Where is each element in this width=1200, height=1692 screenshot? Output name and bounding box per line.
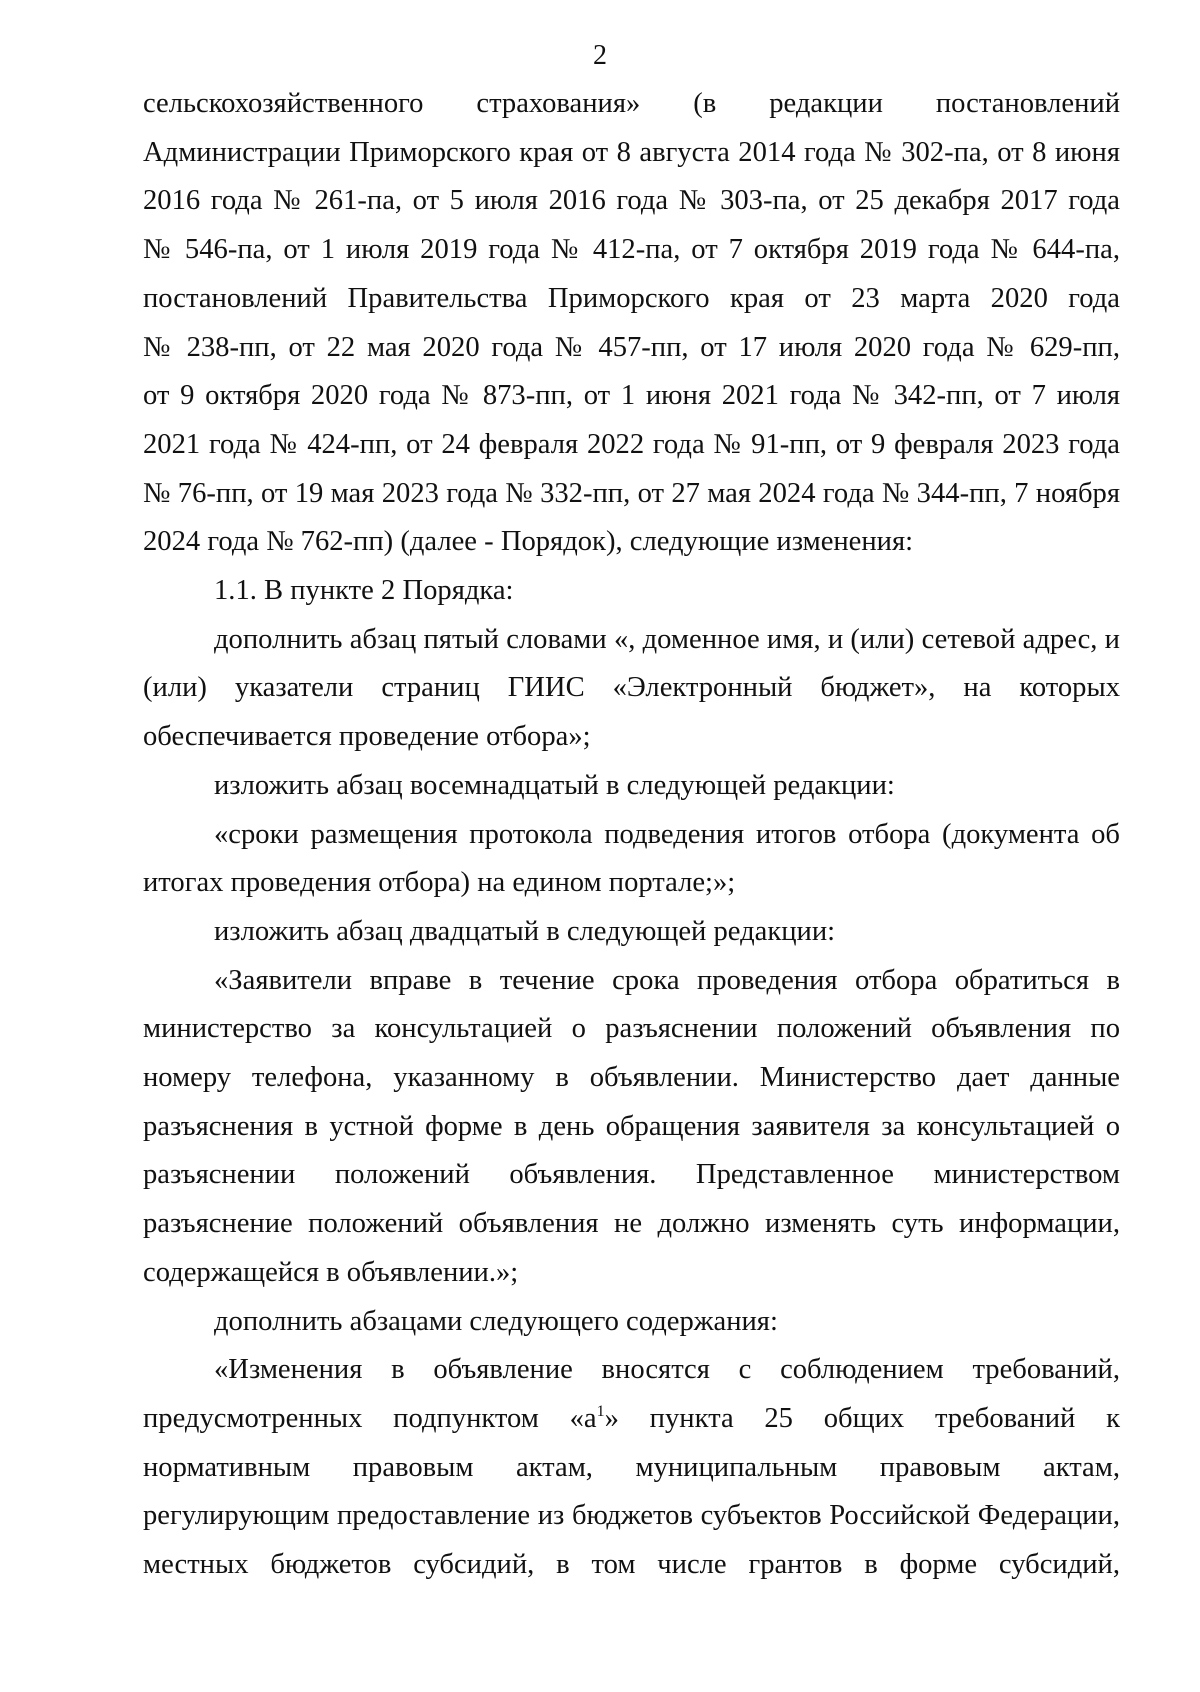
text-line: дополнить абзацами следующего содержания: <box>214 1305 778 1337</box>
text-line: дополнить абзац пятый словами «, доменное имя, и (или) сетевой адрес, и <box>214 623 1120 655</box>
text-line: (или) указатели страниц ГИИС «Электронный бюджет», на которых <box>143 672 1120 704</box>
text-line: обеспечивается проведение отбора»; <box>143 721 591 753</box>
text-segment: предусмотренных подпунктом «а <box>143 1402 597 1434</box>
text-line: разъяснении положений объявления. Представленное министерством <box>143 1159 1120 1191</box>
text-line: 2024 года № 762-пп) (далее - Порядок), следующие изменения: <box>143 526 914 558</box>
text-segment: » пункта 25 общих требований к <box>604 1402 1120 1434</box>
text-line: постановлений Правительства Приморского края от 23 марта 2020 года <box>143 282 1120 314</box>
text-line: изложить абзац двадцатый в следующей редакции: <box>214 915 836 947</box>
text-line: «Изменения в объявление вносятся с соблюдением требований, <box>214 1354 1120 1386</box>
text-line: разъяснения в устной форме в день обращения заявителя за консультацией о <box>143 1110 1120 1142</box>
text-line: от 9 октября 2020 года № 873-пп, от 1 июня 2021 года № 342-пп, от 7 июля <box>143 380 1120 412</box>
text-line: регулирующим предоставление из бюджетов субъектов Российской Федерации, <box>143 1500 1120 1532</box>
text-line: № 546-па, от 1 июля 2019 года № 412-па, от 7 октября 2019 года № 644-па, <box>143 234 1120 266</box>
text-line-with-superscript <box>143 1395 1120 1444</box>
text-line: 2016 года № 261-па, от 5 июля 2016 года № 303-па, от 25 декабря 2017 года <box>143 185 1120 217</box>
text-line: министерство за консультацией о разъяснении положений объявления по <box>143 1013 1120 1045</box>
text-line: номеру телефона, указанному в объявлении. Министерство дает данные <box>143 1062 1120 1094</box>
text-line: содержащейся в объявлении.»; <box>143 1256 519 1288</box>
text-line: «сроки размещения протокола подведения итогов отбора (документа об <box>214 818 1120 850</box>
text-line: «Заявители вправе в течение срока проведения отбора обратиться в <box>214 964 1120 996</box>
text-line: сельскохозяйственного страхования» (в редакции постановлений <box>143 88 1120 119</box>
text-line: разъяснение положений объявления не должно изменять суть информации, <box>143 1208 1120 1240</box>
section-heading: 1.1. В пункте 2 Порядка: <box>214 575 514 607</box>
text-line: местных бюджетов субсидий, в том числе грантов в форме субсидий, <box>143 1549 1120 1581</box>
text-line: № 238-пп, от 22 мая 2020 года № 457-пп, от 17 июля 2020 года № 629-пп, <box>143 331 1120 363</box>
document-body <box>143 80 1120 1590</box>
text-line: изложить абзац восемнадцатый в следующей редакции: <box>214 769 895 801</box>
text-line: 2021 года № 424-пп, от 24 февраля 2022 года № 91-пп, от 9 февраля 2023 года <box>143 428 1120 460</box>
page-number: 2 <box>593 40 607 71</box>
text-line: нормативным правовым актам, муниципальным правовым актам, <box>143 1451 1120 1483</box>
text-line: № 76-пп, от 19 мая 2023 года № 332-пп, от 27 мая 2024 года № 344-пп, 7 ноября <box>143 477 1120 509</box>
superscript: 1 <box>596 1402 605 1420</box>
text-line: итогах проведения отбора) на едином портале;»; <box>143 867 736 899</box>
text-line: Администрации Приморского края от 8 августа 2014 года № 302-па, от 8 июня <box>143 136 1120 168</box>
